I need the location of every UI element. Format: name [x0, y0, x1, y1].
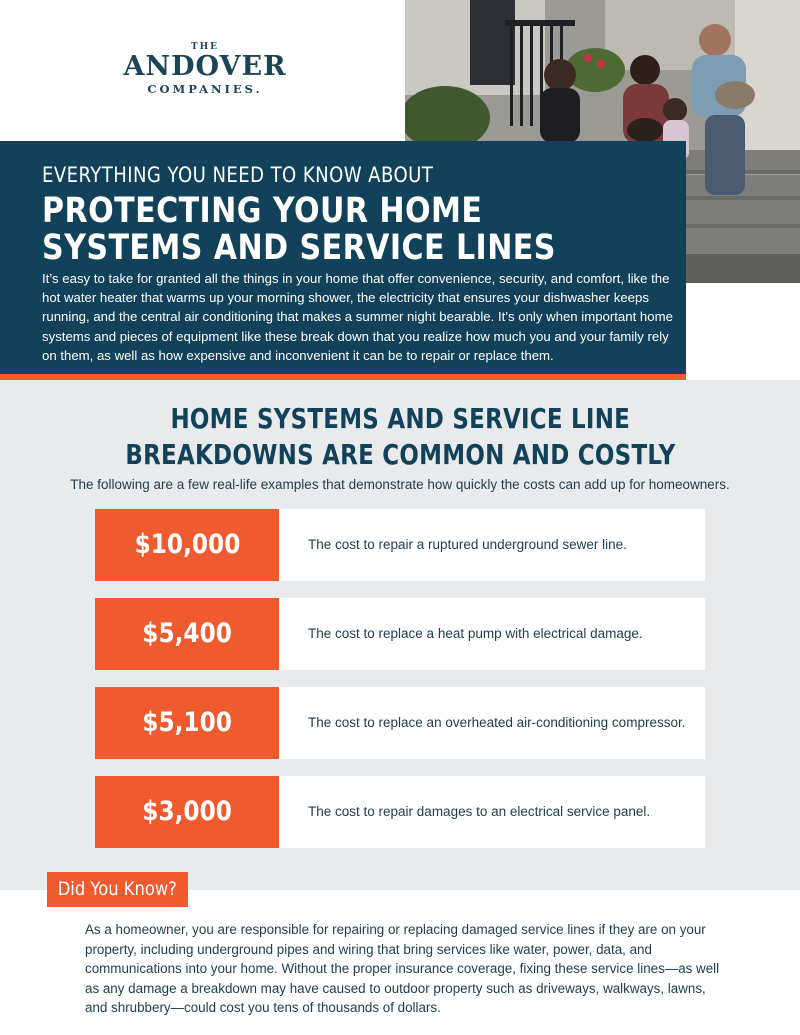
cost-amount-text: $3,000 [142, 796, 232, 827]
cost-description: The cost to repair a ruptured underground sewer line. [308, 537, 627, 552]
did-you-know-label-text: Did You Know? [57, 878, 178, 900]
section-subtitle: The following are a few real-life examples that demonstrate how quickly the costs can add up for homeowners. [70, 477, 730, 492]
hero-banner [0, 141, 686, 374]
cost-row [95, 598, 705, 670]
cost-amount [95, 687, 279, 759]
hero-kicker: EVERYTHING YOU NEED TO KNOW ABOUT [42, 163, 434, 187]
section-title-line2: BREAKDOWNS ARE COMMON AND COSTLY [124, 438, 676, 471]
cost-amount [95, 776, 279, 848]
logo-sub: COMPANIES. [147, 82, 263, 96]
did-you-know-label [47, 872, 188, 907]
cost-description: The cost to replace a heat pump with electrical damage. [308, 626, 643, 641]
cost-row [95, 776, 705, 848]
cost-description: The cost to replace an overheated air-conditioning compressor. [308, 715, 686, 730]
hero-title [42, 193, 556, 267]
logo-name: ANDOVER [123, 51, 287, 82]
cost-row [95, 687, 705, 759]
cost-amount [95, 509, 279, 581]
section-title [0, 401, 800, 473]
did-you-know-text: As a homeowner, you are responsible for repairing or replacing damaged service lines if they are on your property, including underground pipes and wiring that bring services like water, power, data, and communications into your home. Without the proper insurance coverage, fixing these service lines—as well as any damage a breakdown may have caused to outdoor property such as driveways, walkways, lawns, and shrubbery—could cost you tens of thousands of dollars. [85, 922, 720, 1016]
hero-title-line2: SYSTEMS AND SERVICE LINES [42, 228, 556, 268]
cost-amount-text: $5,100 [142, 707, 232, 738]
hero-title-line1: PROTECTING YOUR HOME [42, 191, 483, 231]
cost-row [95, 509, 705, 581]
section-title-line1: HOME SYSTEMS AND SERVICE LINE [170, 402, 630, 435]
logo-the: THE [190, 42, 220, 52]
cost-description: The cost to repair damages to an electrical service panel. [308, 804, 651, 819]
cost-amount [95, 598, 279, 670]
cost-amount-text: $10,000 [134, 529, 240, 560]
hero-intro: It’s easy to take for granted all the things in your home that offer convenience, security, and comfort, like the hot water heater that warms up your morning shower, the electricity that ensures your dishwasher keeps running, and the central air conditioning that makes a summer night bearable. It’s only when important home systems and pieces of equipment like these break down that you realize how much you and your family rely on them, as well as how expensive and inconvenient it can be to repair or replace them. [42, 271, 673, 363]
cost-amount-text: $5,400 [142, 618, 232, 649]
company-logo [110, 42, 300, 96]
